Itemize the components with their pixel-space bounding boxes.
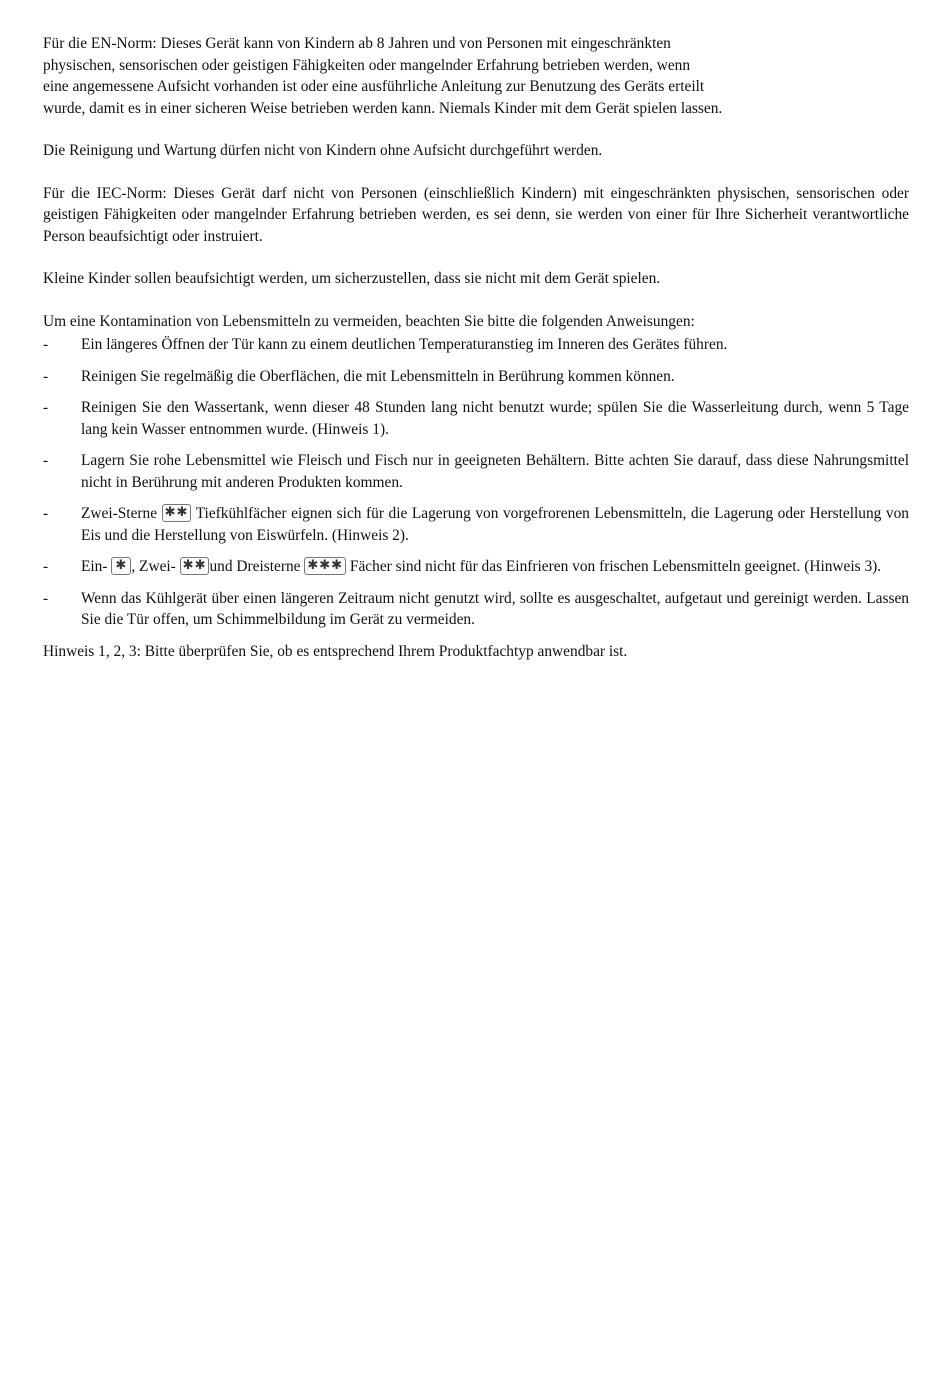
instruction-list xyxy=(43,334,909,631)
bullet-marker: - xyxy=(43,367,49,385)
bullet-marker: - xyxy=(43,336,49,353)
list-item-text: Fächer sind nicht für das Einfrieren von frischen Lebensmitteln geeignet. (Hinweis 3). xyxy=(349,558,882,575)
list-item xyxy=(43,588,909,631)
en-norm-line: wurde, damit es in einer sicheren Weise betrieben werden kann. Niemals Kinder mit dem Gerät spielen lassen. xyxy=(43,99,723,117)
list-item-text: Ein längeres Öffnen der Tür kann zu einem deutlichen Temperaturanstieg im Inneren des Gerätes führen. xyxy=(81,336,728,353)
iec-norm-paragraph: Für die IEC-Norm: Dieses Gerät darf nicht von Personen (einschließlich Kindern) mit eingeschränkten physischen, sensorischen oder geistigen Fähigkeiten oder mangelnder Erfahrung betrieben werden, es sei denn, sie werden von einer für Ihre Sicherheit verantwortliche Person beaufsichtigt oder instruiert. xyxy=(43,184,909,245)
two-star-icon: ✱✱ xyxy=(162,504,192,522)
children-paragraph: Kleine Kinder sollen beaufsichtigt werden, um sicherzustellen, dass sie nicht mit dem Gerät spielen. xyxy=(43,270,661,287)
list-item xyxy=(43,397,909,440)
bullet-marker: - xyxy=(43,558,49,575)
list-item xyxy=(43,334,909,356)
two-star-icon: ✱✱ xyxy=(180,557,210,575)
en-norm-paragraph xyxy=(43,33,909,119)
list-item-text: Tiefkühlfächer eignen sich für die Lagerung von vorgefrorenen Lebensmitteln, die Lagerung oder Herstellung von Eis und die Herstellung von Eiswürfeln. (Hinweis 2). xyxy=(81,505,909,544)
list-item-text: Zwei-Sterne xyxy=(81,505,158,522)
bullet-marker: - xyxy=(43,505,49,522)
instructions-intro: Um eine Kontamination von Lebensmitteln zu vermeiden, beachten Sie bitte die folgenden Anweisungen: xyxy=(43,312,695,330)
en-norm-line: physischen, sensorischen oder geistigen Fähigkeiten oder mangelnder Erfahrung betrieben werden, wenn xyxy=(43,56,691,74)
document-page xyxy=(43,33,909,662)
one-star-icon: ✱ xyxy=(111,557,131,575)
bullet-marker: - xyxy=(43,452,49,469)
list-item xyxy=(43,556,909,578)
list-item-text: Reinigen Sie regelmäßig die Oberflächen, die mit Lebensmitteln in Berührung kommen können. xyxy=(81,367,675,385)
list-item-text: , Zwei- xyxy=(131,558,176,575)
list-item xyxy=(43,450,909,493)
list-item xyxy=(43,366,909,388)
list-item-text: Reinigen Sie den Wassertank, wenn dieser 48 Stunden lang nicht benutzt wurde; spülen Sie die Wasserleitung durch, wenn 5 Tage lang kein Wasser entnommen wurde. (Hinweis 1). xyxy=(81,399,909,438)
bullet-marker: - xyxy=(43,589,49,607)
list-item-text: Ein- xyxy=(81,558,108,575)
en-norm-line: Für die EN-Norm: Dieses Gerät kann von Kindern ab 8 Jahren und von Personen mit eingeschränkten xyxy=(43,35,671,52)
list-item-text: und Dreisterne xyxy=(209,558,301,575)
cleaning-paragraph: Die Reinigung und Wartung dürfen nicht von Kindern ohne Aufsicht durchgeführt werden. xyxy=(43,142,603,159)
three-star-icon: ✱✱✱ xyxy=(304,557,346,575)
list-item-text: Wenn das Kühlgerät über einen längeren Zeitraum nicht genutzt wird, sollte es ausgeschaltet, aufgetaut und gereinigt werden. Lassen Sie die Tür offen, um Schimmelbildung im Gerät zu vermeiden. xyxy=(81,589,909,628)
list-item xyxy=(43,503,909,546)
bullet-marker: - xyxy=(43,399,49,416)
list-item-text: Lagern Sie rohe Lebensmittel wie Fleisch und Fisch nur in geeigneten Behältern. Bitte achten Sie darauf, dass diese Nahrungsmittel nicht in Berührung mit anderen Produkten kommen. xyxy=(81,452,909,491)
en-norm-line: eine angemessene Aufsicht vorhanden ist oder eine ausführliche Anleitung zur Benutzung des Geräts erteilt xyxy=(43,78,705,95)
note-paragraph: Hinweis 1, 2, 3: Bitte überprüfen Sie, ob es entsprechend Ihrem Produktfachtyp anwendbar ist. xyxy=(43,642,628,660)
